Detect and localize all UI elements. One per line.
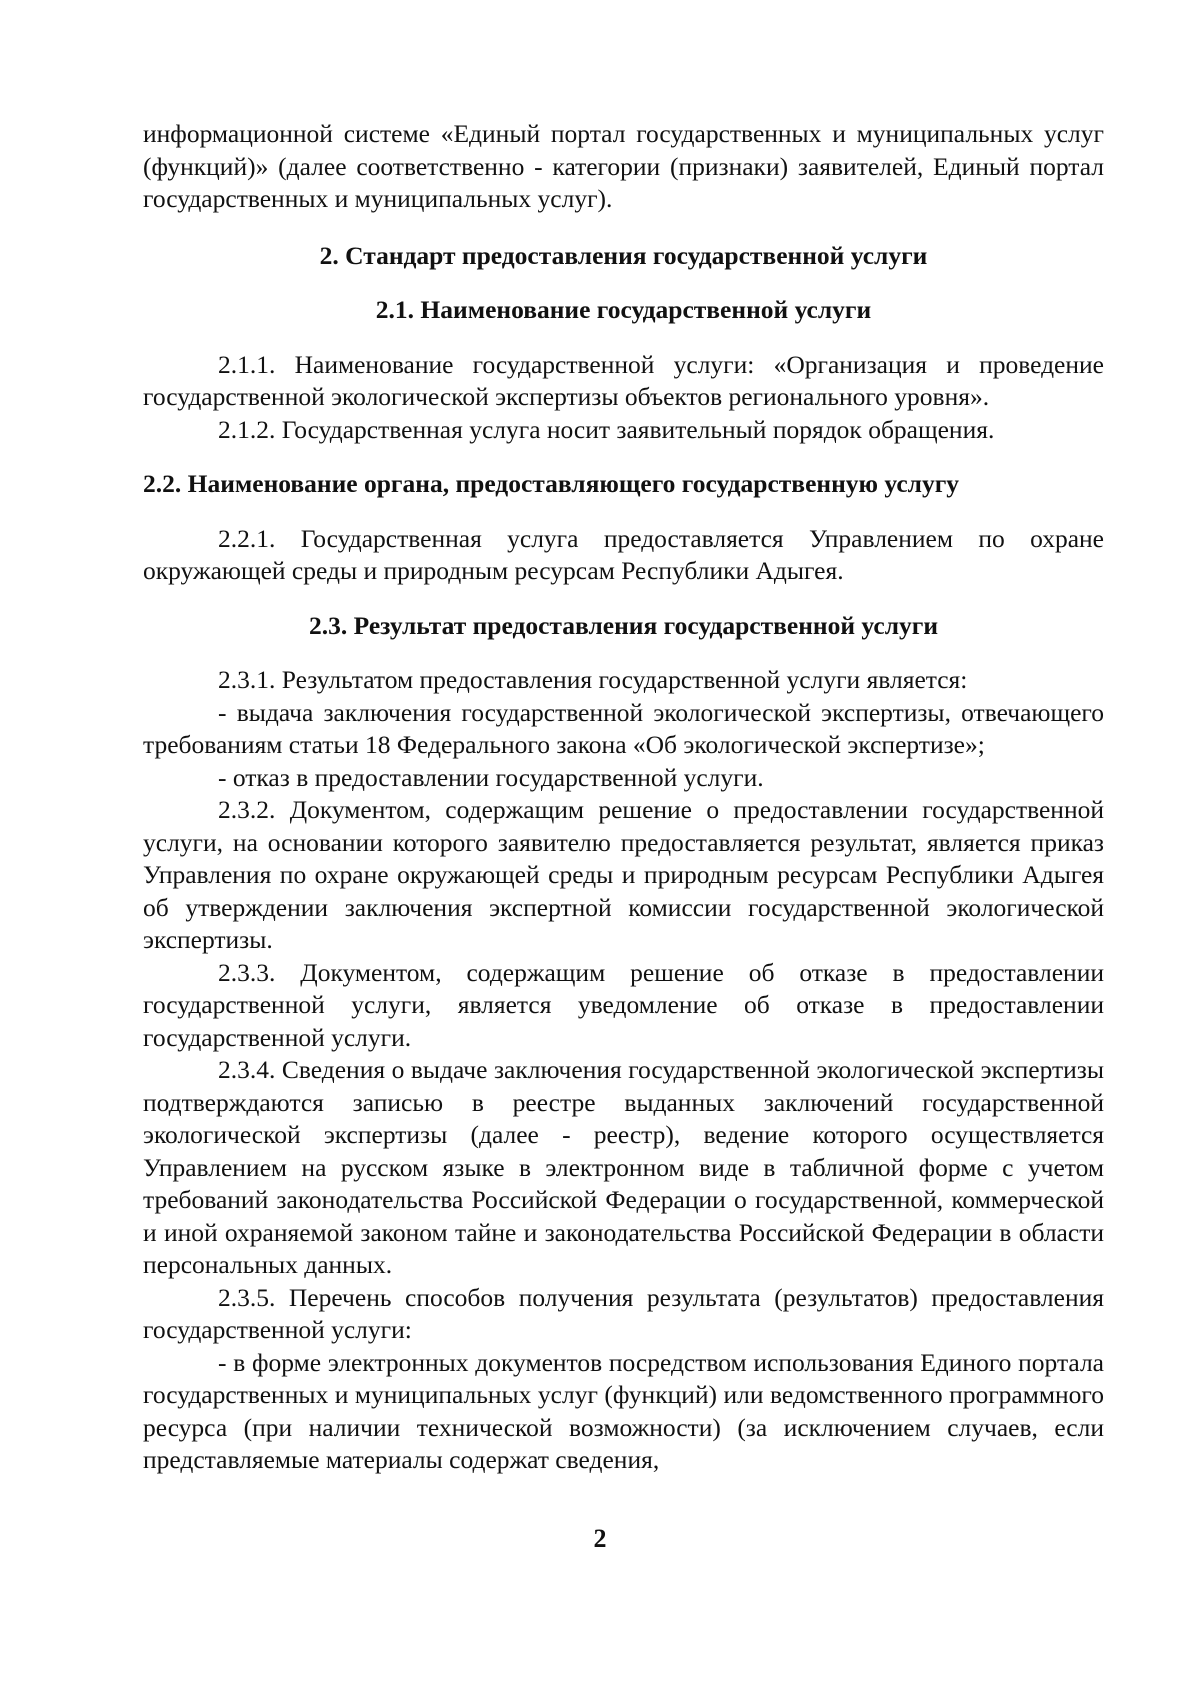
paragraph-2-1-1: 2.1.1. Наименование государственной услуги: «Организация и проведение государственной экологической экспертизы объектов регионального уровня». [143,349,1104,411]
paragraph-2-3-4: 2.3.4. Сведения о выдаче заключения государственной экологической экспертизы подтверждаются записью в реестре выданных заключений государственной экологической экспертизы (далее - реестр), ведение которого осуществляется Управлением на русском языке в электронном виде в табличной форме с учетом требований законодательства Российской Федерации о государственной, коммерческой и иной охраняемой законом тайне и законодательства Российской Федерации в области персональных данных. [143,1055,1104,1279]
paragraph-2-2-1: 2.2.1. Государственная услуга предоставляется Управлением по охране окружающей среды и природным ресурсам Республики Адыгея. [143,523,1104,585]
paragraph-2-3-1-item-1: - выдача заключения государственной экологической экспертизы, отвечающего требованиям статьи 18 Федерального закона «Об экологической экспертизе»; [143,697,1104,759]
paragraph-2-3-1: 2.3.1. Результатом предоставления государственной услуги является: [218,665,968,694]
intro-paragraph: информационной системе «Единый портал государственных и муниципальных услуг (функций)» (далее соответственно - категории (признаки) заявителей, Единый портал государственных и муниципальных услуг). [143,119,1104,213]
page-number: 2 [593,1524,607,1553]
paragraph-2-3-1-item-2: - отказ в предоставлении государственной услуги. [218,762,764,792]
paragraph-2-3-2: 2.3.2. Документом, содержащим решение о предоставлении государственной услуги, на основании которого заявителю предоставляется результат, является приказ Управления по охране окружающей среды и природным ресурсам Республики Адыгея об утверждении заключения экспертной комиссии государственной экологической экспертизы. [143,795,1104,954]
paragraph-2-3-5: 2.3.5. Перечень способов получения результата (результатов) предоставления государственной услуги: [143,1282,1104,1344]
section-2-1-heading: 2.1. Наименование государственной услуги [375,295,872,324]
section-2-heading: 2. Стандарт предоставления государственной услуги [319,240,928,270]
paragraph-2-1-2: 2.1.2. Государственная услуга носит заявительный порядок обращения. [218,414,995,444]
paragraph-2-3-5-item-1: - в форме электронных документов посредством использования Единого портала государственных и муниципальных услуг (функций) или ведомственного программного ресурса (при наличии технической возможности) (за исключением случаев, если представляемые материалы содержат сведения, [143,1347,1104,1474]
paragraph-2-3-3: 2.3.3. Документом, содержащим решение об отказе в предоставлении государственной услуги, является уведомление об отказе в предоставлении государственной услуги. [143,957,1104,1052]
section-2-2-heading: 2.2. Наименование органа, предоставляющего государственную услугу [143,469,960,498]
section-2-3-heading: 2.3. Результат предоставления государственной услуги [308,610,939,640]
